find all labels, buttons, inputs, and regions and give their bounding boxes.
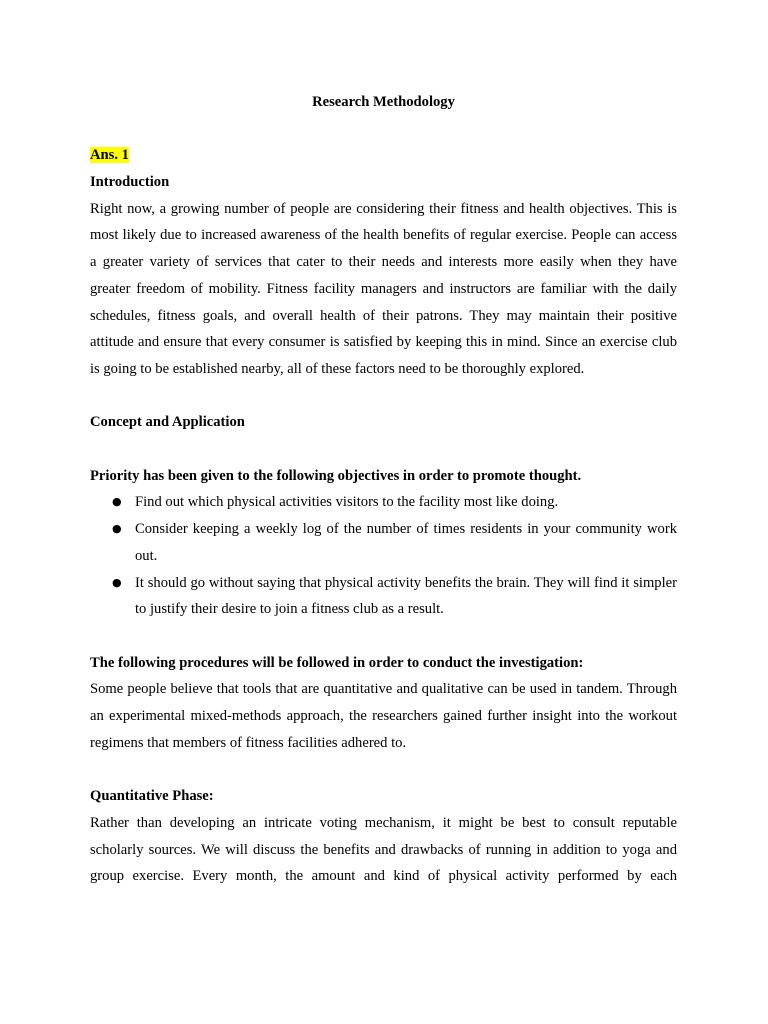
bullet-icon: ● bbox=[112, 522, 122, 536]
list-item-text: Consider keeping a weekly log of the number of times residents in your community work out. bbox=[135, 521, 677, 564]
list-item-text: Find out which physical activities visitors to the facility most like doing. bbox=[135, 494, 559, 511]
list-item-text: It should go without saying that physical activity benefits the brain. They will find it simpler to justify their desire to join a fitness club as a result. bbox=[135, 574, 677, 618]
document-title: Research Methodology bbox=[312, 94, 455, 110]
list-item bbox=[90, 516, 677, 569]
procedures-heading: The following procedures will be followed in order to conduct the investigation: bbox=[90, 654, 584, 671]
answer-label: Ans. 1 bbox=[90, 147, 129, 164]
objectives-heading: Priority has been given to the following objectives in order to promote thought. bbox=[90, 467, 582, 484]
concept-heading: Concept and Application bbox=[90, 414, 245, 431]
bullet-icon: ● bbox=[112, 495, 122, 509]
list-item bbox=[90, 570, 677, 623]
procedures-paragraph: Some people believe that tools that are quantitative and qualitative can be used in tandem. Through an experimental mixed-methods approach, the researchers gained further insight into the workout regimens that members of fitness facilities adhered to. bbox=[90, 681, 677, 751]
quantitative-paragraph: Rather than developing an intricate voting mechanism, it might be best to consult reputable scholarly sources. We will discuss the benefits and drawbacks of running in addition to yoga and group exercise. Every month, the amount and kind of physical activity performed by each bbox=[90, 814, 677, 885]
bullet-icon: ● bbox=[112, 575, 122, 589]
spacer bbox=[90, 623, 677, 650]
spacer bbox=[90, 436, 677, 463]
objectives-list bbox=[90, 489, 677, 623]
document-page bbox=[90, 89, 677, 890]
spacer bbox=[90, 383, 677, 410]
answer-label-line bbox=[90, 142, 677, 169]
list-item bbox=[90, 489, 677, 516]
spacer bbox=[90, 757, 677, 784]
intro-paragraph: Right now, a growing number of people are considering their fitness and health objectives. This is most likely due to increased awareness of the health benefits of regular exercise. People can access a greater variety of services that cater to their needs and interests more easily when they have greater freedom of mobility. Fitness facility managers and instructors are familiar with the daily schedules, fitness goals, and overall health of their patrons. They may maintain their positive attitude and ensure that every consumer is satisfied by keeping this in mind. Since an exercise club is going to be established nearby, all of these factors need to be thoroughly explored. bbox=[90, 200, 677, 377]
intro-heading: Introduction bbox=[90, 174, 170, 191]
quantitative-heading: Quantitative Phase: bbox=[90, 788, 214, 805]
spacer bbox=[90, 116, 677, 143]
